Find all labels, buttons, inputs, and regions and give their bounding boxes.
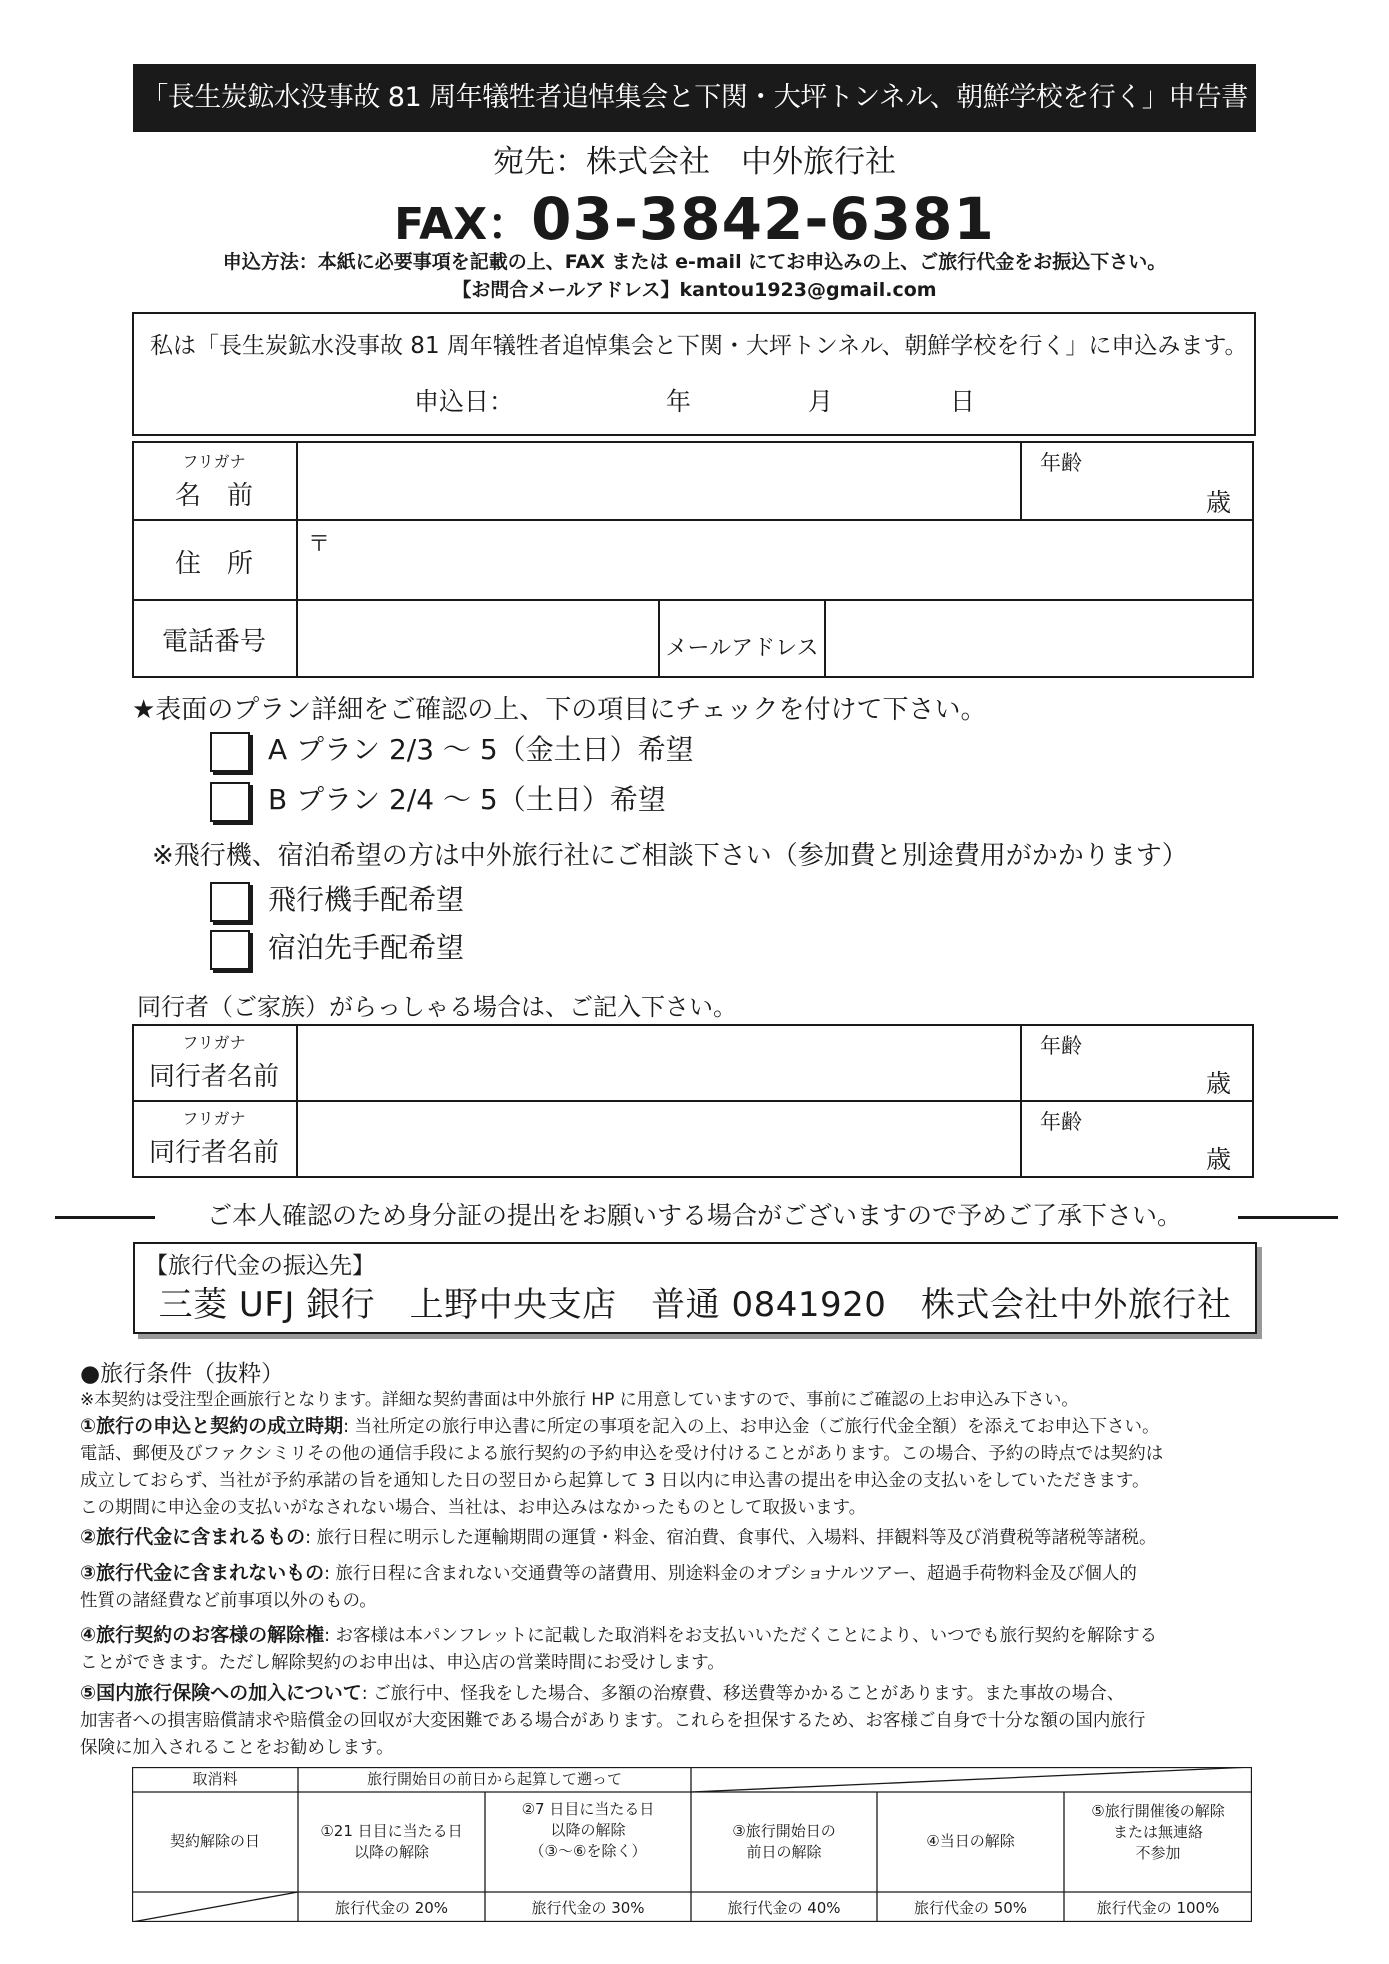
bank-account-detail: 三菱 UFJ 銀行 上野中央支店 普通 0841920 株式会社中外旅行社 <box>158 1285 1232 1325</box>
condition-3-title: ③旅行代金に含まれないもの <box>80 1562 325 1584</box>
cancel-fee-header: 取消料 <box>192 1770 238 1788</box>
lodging-checkbox[interactable] <box>210 930 250 970</box>
email-label: メールアドレス <box>665 636 819 661</box>
plan-instructions: ★表面のプラン詳細をご確認の上、下の項目にチェックを付けて下さい。 <box>132 695 987 725</box>
companion-2-age-unit: 歳 <box>1206 1145 1232 1174</box>
companion-2-furigana: フリガナ <box>182 1109 246 1128</box>
name-label: 名 前 <box>174 481 253 511</box>
address-field[interactable] <box>298 521 1252 599</box>
condition-2-title: ②旅行代金に含まれるもの <box>80 1526 306 1548</box>
date-label: 申込日： <box>414 387 515 416</box>
condition-5-line-1: : ご旅行中、怪我をした場合、多額の治療費、移送費等かかることがあります。また事故の場合、 <box>361 1684 1125 1704</box>
email-field[interactable] <box>826 601 1252 676</box>
companion-2-age-field[interactable] <box>1022 1102 1252 1176</box>
condition-2-line-1: : 旅行日程に明示した運輸期間の運賃・料金、宿泊費、食事代、入場料、拝観料等及び消費税等諸税等諸税。 <box>305 1528 1157 1548</box>
postal-mark: 〒 <box>308 532 331 557</box>
flight-lodging-note: ※飛行機、宿泊希望の方は中外旅行社にご相談下さい（参加費と別途費用がかかります） <box>152 841 1188 871</box>
age-field[interactable] <box>1022 443 1252 519</box>
condition-2 <box>80 1524 1320 1552</box>
condition-4 <box>80 1622 1320 1677</box>
plan-a-label: A プラン 2/3 〜 5（金土日）希望 <box>268 733 694 766</box>
companion-instructions: 同行者（ご家族）がらっしゃる場合は、ご記入下さい。 <box>137 993 737 1021</box>
contact-email: 【お問合メールアドレス】kantou1923@gmail.com <box>452 279 937 301</box>
fax-number: 03-3842-6381 <box>531 185 995 253</box>
cancel-col-2-fee: 旅行代金の 30% <box>531 1899 645 1917</box>
plan-a-checkbox[interactable] <box>210 732 250 772</box>
condition-3 <box>80 1560 1320 1615</box>
companion-table <box>132 1024 1254 1178</box>
phone-label: 電話番号 <box>161 627 266 657</box>
companion-2-age-label: 年齢 <box>1040 1110 1082 1134</box>
declaration-box <box>132 312 1256 436</box>
cancel-col-5-label: ⑤旅行開催後の解除 または無連絡 不参加 <box>1091 1802 1225 1862</box>
day-label: 日 <box>950 387 976 416</box>
condition-1-title: ①旅行の申込と契約の成立時期 <box>80 1415 344 1437</box>
bank-heading: 【旅行代金の振込先】 <box>145 1253 375 1279</box>
fax-label: FAX： <box>394 199 532 250</box>
companion-1-age-label: 年齢 <box>1040 1034 1082 1058</box>
conditions-heading: ●旅行条件（抜粋） <box>80 1361 285 1387</box>
condition-3-line-2: 性質の諸経費など前事項以外のもの。 <box>80 1591 377 1611</box>
phone-field[interactable] <box>298 601 658 676</box>
age-unit: 歳 <box>1206 488 1232 517</box>
address-label: 住 所 <box>174 549 253 579</box>
condition-3-line-1: : 旅行日程に含まれない交通費等の諸費用、別途料金のオプショナルツアー、超過手荷物料金及び個人的 <box>324 1564 1137 1584</box>
condition-1-line-2: 電話、郵便及びファクシミリその他の通信手段による旅行契約の予約申込を受け付けることがあります。この場合、予約の時点では契約は <box>80 1444 1164 1464</box>
cancel-col-1-fee: 旅行代金の 20% <box>334 1899 449 1917</box>
cancel-row-label: 契約解除の日 <box>169 1832 260 1850</box>
cancel-col-4-fee: 旅行代金の 50% <box>913 1899 1028 1917</box>
companion-2-name-label: 同行者名前 <box>148 1138 279 1168</box>
year-label: 年 <box>666 387 692 416</box>
cancel-col-3-label: ③旅行開始日の 前日の解除 <box>732 1822 836 1861</box>
condition-1-line-1: : 当社所定の旅行申込書に所定の事項を記入の上、お申込金（ご旅行代金全額）を添えてお申込下さい。 <box>343 1417 1160 1437</box>
condition-1-line-3: 成立しておらず、当社が予約承諾の旨を通知した日の翌日から起算して 3 日以内に申込書の提出を申込金の支払いをしていただきます。 <box>80 1471 1150 1491</box>
condition-5-title: ⑤国内旅行保険への加入について <box>80 1682 362 1704</box>
month-label: 月 <box>808 387 834 416</box>
companion-1-name-label: 同行者名前 <box>148 1062 279 1092</box>
plan-b-label: B プラン 2/4 〜 5（土日）希望 <box>268 783 666 816</box>
condition-4-line-1: : お客様は本パンフレットに記載した取消料をお支払いいただくことにより、いつでも旅行契約を解除する <box>324 1626 1158 1646</box>
condition-4-line-2: ことができます。ただし解除契約のお申出は、申込店の営業時間にお受けします。 <box>80 1653 725 1673</box>
condition-4-title: ④旅行契約のお客様の解除権 <box>80 1624 325 1646</box>
companion-1-age-unit: 歳 <box>1206 1069 1232 1098</box>
cancel-col-1-label: ①21 日目に当たる日 以降の解除 <box>320 1822 463 1861</box>
condition-5-line-2: 加害者への損害賠償請求や賠償金の回収が大変困難である場合があります。これらを担保するため、お客様ご自身で十分な額の国内旅行 <box>80 1711 1146 1731</box>
plan-b-checkbox[interactable] <box>210 782 250 822</box>
name-field[interactable] <box>298 443 1020 519</box>
condition-1-line-4: この期間に申込金の支払いがなされない場合、当社は、お申込みはなかったものとして取扱います。 <box>80 1498 867 1518</box>
lodging-label: 宿泊先手配希望 <box>268 931 465 964</box>
companion-1-name-field[interactable] <box>298 1026 1020 1100</box>
conditions-note: ※本契約は受注型企画旅行となります。詳細な契約書面は中外旅行 HP に用意していますので、事前にご確認の上お申込み下さい。 <box>80 1390 1079 1410</box>
id-notice: ご本人確認のため身分証の提出をお願いする場合がございますので予めご了承下さい。 <box>206 1201 1182 1230</box>
condition-5 <box>80 1680 1320 1762</box>
addressee: 宛先：株式会社 中外旅行社 <box>493 144 896 180</box>
companion-2-name-field[interactable] <box>298 1102 1020 1176</box>
bank-transfer-box <box>133 1242 1257 1334</box>
cancel-col-3-fee: 旅行代金の 40% <box>727 1899 841 1917</box>
form-title: 「長生炭鉱水没事故 81 周年犠牲者追悼集会と下関・大坪トンネル、朝鮮学校を行く」申告書 <box>133 64 1256 132</box>
cancel-col-4-label: ④当日の解除 <box>926 1832 1015 1850</box>
cancel-span-header: 旅行開始日の前日から起算して遡って <box>366 1770 622 1788</box>
flight-checkbox[interactable] <box>210 882 250 922</box>
cancel-col-5-fee: 旅行代金の 100% <box>1096 1899 1220 1917</box>
companion-1-furigana: フリガナ <box>182 1033 246 1052</box>
flight-label: 飛行機手配希望 <box>268 883 465 916</box>
cancellation-fee-table <box>132 1767 1252 1922</box>
condition-1 <box>80 1413 1320 1522</box>
declaration-text: 私は「長生炭鉱水没事故 81 周年犠牲者追悼集会と下関・大坪トンネル、朝鮮学校を行く」に申込みます。 <box>150 333 1248 359</box>
furigana-label: フリガナ <box>182 452 246 471</box>
application-method: 申込方法：本紙に必要事項を記載の上、FAX または e-mail にてお申込みの上、ご旅行代金をお振込下さい。 <box>222 251 1167 273</box>
companion-1-age-field[interactable] <box>1022 1026 1252 1100</box>
age-label: 年齢 <box>1040 451 1082 475</box>
condition-5-line-3: 保険に加入されることをお勧めします。 <box>80 1738 394 1758</box>
cancel-col-2-label: ②7 日目に当たる日 以降の解除 （③〜⑥を除く） <box>521 1800 655 1860</box>
applicant-table <box>132 441 1254 678</box>
